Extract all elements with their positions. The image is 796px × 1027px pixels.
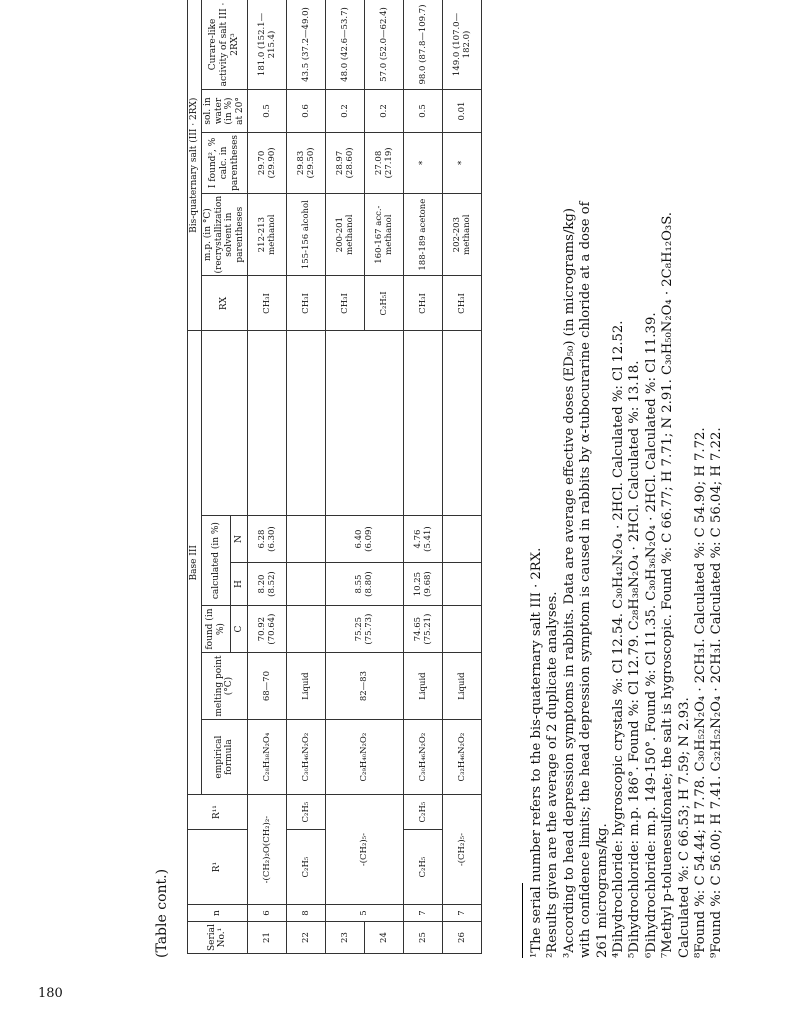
header-r2: R¹¹ (188, 795, 248, 830)
cell-sol: 0.5 (403, 90, 442, 133)
cell-sol: 0.01 (442, 90, 481, 133)
cell-serial: 25 (403, 922, 442, 954)
cell-n: 7 (442, 905, 481, 922)
cell-sol: 0.2 (364, 90, 403, 133)
cell-r2: C₂H₅ (286, 795, 325, 830)
cell-rx: CH₃I (247, 276, 286, 331)
cell-found-c: 70.92 (70.64) (247, 606, 286, 653)
footnotes (522, 0, 726, 958)
cell-serial: 22 (286, 922, 325, 954)
cell-n: 6 (247, 905, 286, 922)
cell-i: 28.97 (28.60) (325, 133, 364, 194)
footnote: ⁶Dihydrochloride: m.p. 149-150°. Found %: Cl 11.35. C₃₀H₃₆N₂O₄ · 2HCl. Calculated %: Cl 11.39. (643, 312, 659, 958)
header-h: H (231, 563, 248, 606)
cell-found-h: 8.20 (8.52) (247, 563, 286, 606)
cell-r1: -(CH₂)₂O(CH₂)₂- (247, 795, 286, 905)
footnote-rule (522, 883, 523, 958)
header-found: found (in %) (201, 606, 231, 653)
cell-formula: C₃₀H₄₆N₂O₂ (286, 720, 325, 795)
cell-found-h (286, 563, 325, 606)
cell-i: * (403, 133, 442, 194)
cell-found-n: 6.28 (6.30) (247, 516, 286, 563)
cell-i: 29.83 (29.50) (286, 133, 325, 194)
cell-r1: C₂H₅ (286, 830, 325, 905)
header-sol: sol. in water (in %) at 20° (201, 90, 247, 133)
cell-found-h: 8.55 (8.80) (325, 563, 403, 606)
cell-curare: 57.0 (52.0—62.4) (364, 0, 403, 90)
cell-r1: C₂H₅ (403, 830, 442, 905)
cell-found-c: 74.65 (75.21) (403, 606, 442, 653)
cell-curare: 98.0 (87.8—109.7) (403, 0, 442, 90)
table-caption: (Table cont.) (154, 868, 170, 958)
footnote: ⁴Dihydrochloride: hygroscopic crystals %: Cl 12.54. C₃₀H₄₂N₂O₄ · 2HCl. Calculated %: Cl 12.52. (611, 320, 627, 958)
cell-n: 8 (286, 905, 325, 922)
table-row (442, 0, 481, 954)
cell-serial: 26 (442, 922, 481, 954)
header-c: C (231, 606, 248, 653)
cell-sol: 0.5 (247, 90, 286, 133)
cell-r1: -(CH₂)₅- (325, 795, 403, 905)
cell-formula: C₃₀H₄₆N₂O₂ (403, 720, 442, 795)
cell-found-n: 4.76 (5.41) (403, 516, 442, 563)
table-row (325, 0, 364, 954)
header-curare: Curare-like activity of salt III · 2RX³ (201, 0, 247, 90)
cell-sol: 0.2 (325, 90, 364, 133)
cell-formula: C₃₂H₄₆N₂O₂ (442, 720, 481, 795)
cell-serial: 24 (364, 922, 403, 954)
footnote: ⁷Methyl p-toluenesulfonate; the salt is hygroscopic. Found %: C 66.77; H 7.71; N 2.91. C₃₀H₅₀N₂O₄ · 2C₈H₁₂O₃S. (660, 212, 676, 958)
cell-mp: 82—83 (325, 653, 403, 720)
cell-found-c (286, 606, 325, 653)
cell-curare: 149.0 (107.0—182.0) (442, 0, 481, 90)
cell-r1: -(CH₂)₅- (442, 795, 481, 905)
cell-r2: C₂H₅ (403, 795, 442, 830)
cell-mp: Liquid (286, 653, 325, 720)
table-row (247, 0, 286, 954)
header-melting: melting point (°C) (201, 653, 247, 720)
cell-found-n: 6.40 (6.09) (325, 516, 403, 563)
footnote: ⁵Dihydrochloride: m.p. 186°. Found %: Cl 12.79. C₂₈H₃₈N₂O₄ · 2HCl. Calculated %: 13.18. (627, 360, 643, 958)
cell-found-n (442, 516, 481, 563)
footnote: ⁸Found %: C 54.44; H 7.78. C₃₀H₅₂N₂O₄ · 2CH₃I. Calculated %: C 54.90; H 7.72. (693, 427, 709, 958)
cell-curare: 181.0 (152.1—215.4) (247, 0, 286, 90)
header-n-el: N (231, 516, 248, 563)
cell-found-n (286, 516, 325, 563)
cell-mp: 68—70 (247, 653, 286, 720)
page-number: 180 (38, 986, 63, 1001)
cell-rx: CH₃I (325, 276, 364, 331)
cell-found-h (442, 563, 481, 606)
cell-rx: CH₃I (286, 276, 325, 331)
cell-rx: CH₃I (442, 276, 481, 331)
cell-curare: 43.5 (37.2—49.0) (286, 0, 325, 90)
table-row (403, 0, 442, 954)
cell-mp-salt: 212-213 methanol (247, 193, 286, 276)
footnote: 261 micrograms/kg. (594, 823, 610, 958)
compound-table (187, 0, 482, 954)
cell-mp-salt: 155-156 alcohol (286, 193, 325, 276)
cell-mp-salt: 188-189 acetone (403, 193, 442, 276)
header-calculated: calculated (in %) (201, 516, 231, 606)
footnote: Calculated %: C 66.53; H 7.59; N 2.93. (676, 697, 692, 958)
cell-formula: C₂₉H₄₀N₂O₂ (325, 720, 403, 795)
cell-mp: Liquid (442, 653, 481, 720)
cell-found-c: 75.25 (75.73) (325, 606, 403, 653)
cell-i: 27.08 (27.19) (364, 133, 403, 194)
header-salt-group: Bis-quaternary salt (III · 2RX) (188, 0, 202, 331)
cell-serial: 21 (247, 922, 286, 954)
cell-formula: C₂₈H₃₈N₂O₄ (247, 720, 286, 795)
cell-i: 29.70 (29.90) (247, 133, 286, 194)
cell-found-h: 10.25 (9.68) (403, 563, 442, 606)
cell-serial: 23 (325, 922, 364, 954)
cell-found-c (442, 606, 481, 653)
header-serial: Serial No.¹ (188, 922, 248, 954)
cell-rx: CH₃I (403, 276, 442, 331)
cell-mp-salt: 202-203 methanol (442, 193, 481, 276)
footnote: ³According to head depression symptoms in rabbits. Data are average effective doses (ED₅₀) (in micrograms/kg) (561, 208, 577, 958)
header-r1: R¹ (188, 830, 248, 905)
header-mp-recr: m.p. (in °C) (recrystallization solvent in parentheses (201, 193, 247, 276)
cell-curare: 48.0 (42.6—53.7) (325, 0, 364, 90)
footnote: with confidence limits; the head depression symptom is caused in rabbits by α-tubocurarine chloride at a dose of (578, 201, 594, 958)
footnote: ⁹Found %: C 56.00; H 7.41. C₃₂H₅₂N₂O₄ · 2CH₃I. Calculated %: C 56.04; H 7.22. (709, 427, 725, 958)
cell-n: 7 (403, 905, 442, 922)
header-base-group: Base III (188, 331, 202, 795)
cell-mp-salt: 200-201 methanol (325, 193, 364, 276)
footnote: ¹The serial number refers to the bis-quaternary salt III · 2RX. (529, 547, 544, 958)
cell-sol: 0.6 (286, 90, 325, 133)
cell-mp-salt: 160-167 acc.-methanol (364, 193, 403, 276)
cell-mp: Liquid (403, 653, 442, 720)
cell-i: * (442, 133, 481, 194)
rotated-page-content (150, 0, 796, 972)
header-rx: RX (201, 276, 247, 331)
header-i-found: I found², % calc. in parentheses (201, 133, 247, 194)
header-formula: empirical formula (201, 720, 247, 795)
footnote: ²Results given are the average of 2 duplicate analyses. (545, 591, 561, 958)
table-row (286, 0, 325, 954)
cell-n: 5 (325, 905, 403, 922)
header-n: n (188, 905, 248, 922)
cell-rx: C₂H₅I (364, 276, 403, 331)
